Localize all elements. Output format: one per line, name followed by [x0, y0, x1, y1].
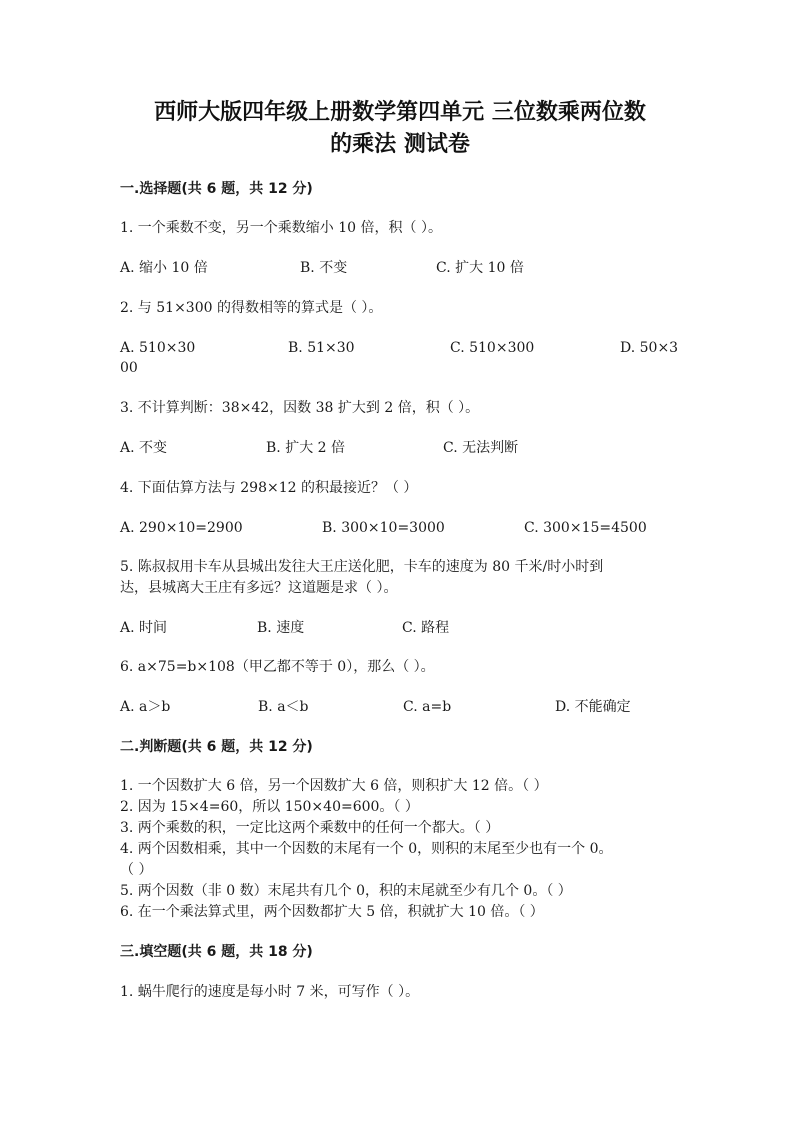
question-1-6-option-c: C. a=b [403, 699, 452, 715]
question-1-5-option-a: A. 时间 [120, 620, 168, 636]
question-1-2-option-a: A. 510×30 [120, 340, 196, 356]
judgment-item-4-wrap: （ ） [120, 862, 153, 878]
question-1-5-text-line-2: 达，县城离大王庄有多远？这道题是求（ ）。 [120, 580, 398, 596]
question-1-2-option-b: B. 51×30 [288, 340, 355, 356]
question-1-1-option-a: A. 缩小 10 倍 [120, 260, 208, 276]
judgment-item-1: 1. 一个因数扩大 6 倍，另一个因数扩大 6 倍，则积扩大 12 倍。（ ） [120, 778, 548, 794]
fill-in-item-1: 1. 蜗牛爬行的速度是每小时 7 米，可写作（ ）。 [120, 984, 420, 1000]
document-title-line-1: 西师大版四年级上册数学第四单元 三位数乘两位数 [154, 100, 646, 125]
question-1-2-option-d: D. 50×3 [620, 340, 679, 356]
question-1-3-option-b: B. 扩大 2 倍 [266, 440, 345, 456]
question-1-4-option-c: C. 300×15=4500 [524, 520, 647, 536]
question-1-6-option-a: A. a＞b [120, 699, 171, 715]
question-1-5-option-c: C. 路程 [402, 620, 450, 636]
judgment-item-3: 3. 两个乘数的积，一定比这两个乘数中的任何一个都大。（ ） [120, 820, 500, 836]
judgment-item-2: 2. 因为 15×4=60，所以 150×40=600。（ ） [120, 799, 419, 815]
question-1-2-option-d-wrap: 00 [120, 360, 138, 376]
section-heading-fill-in: 三.填空题(共 6 题，共 18 分) [120, 944, 313, 960]
document-title-line-2: 的乘法 测试卷 [330, 132, 470, 157]
question-1-2-option-c: C. 510×300 [450, 340, 535, 356]
judgment-item-5: 5. 两个因数（非 0 数）末尾共有几个 0，积的末尾就至少有几个 0。（ ） [120, 883, 572, 899]
judgment-item-6: 6. 在一个乘法算式里，两个因数都扩大 5 倍，积就扩大 10 倍。（ ） [120, 904, 544, 920]
section-heading-choice: 一.选择题(共 6 题，共 12 分) [120, 181, 313, 197]
question-1-4-text: 4. 下面估算方法与 298×12 的积最接近？（ ） [120, 480, 418, 496]
question-1-3-text: 3. 不计算判断：38×42，因数 38 扩大到 2 倍，积（ ）。 [120, 400, 480, 416]
question-1-1-option-c: C. 扩大 10 倍 [436, 260, 524, 276]
question-1-6-option-b: B. a＜b [258, 699, 309, 715]
question-1-3-option-c: C. 无法判断 [443, 440, 519, 456]
question-1-5-text-line-1: 5. 陈叔叔用卡车从县城出发往大王庄送化肥，卡车的速度为 80 千米/时小时到 [120, 559, 604, 575]
question-1-4-option-a: A. 290×10=2900 [120, 520, 243, 536]
section-heading-judgment: 二.判断题(共 6 题，共 12 分) [120, 739, 313, 755]
question-1-2-text: 2. 与 51×300 的得数相等的算式是（ ）。 [120, 300, 383, 316]
question-1-6-option-d: D. 不能确定 [555, 699, 631, 715]
question-1-1-text: 1. 一个乘数不变，另一个乘数缩小 10 倍，积（ ）。 [120, 220, 442, 236]
question-1-4-option-b: B. 300×10=3000 [322, 520, 445, 536]
question-1-6-text: 6. a×75=b×108（甲乙都不等于 0），那么（ ）。 [120, 659, 435, 675]
judgment-item-4: 4. 两个因数相乘，其中一个因数的末尾有一个 0，则积的末尾至少也有一个 0。 [120, 841, 613, 857]
question-1-5-option-b: B. 速度 [257, 620, 305, 636]
question-1-1-option-b: B. 不变 [300, 260, 348, 276]
question-1-3-option-a: A. 不变 [120, 440, 168, 456]
